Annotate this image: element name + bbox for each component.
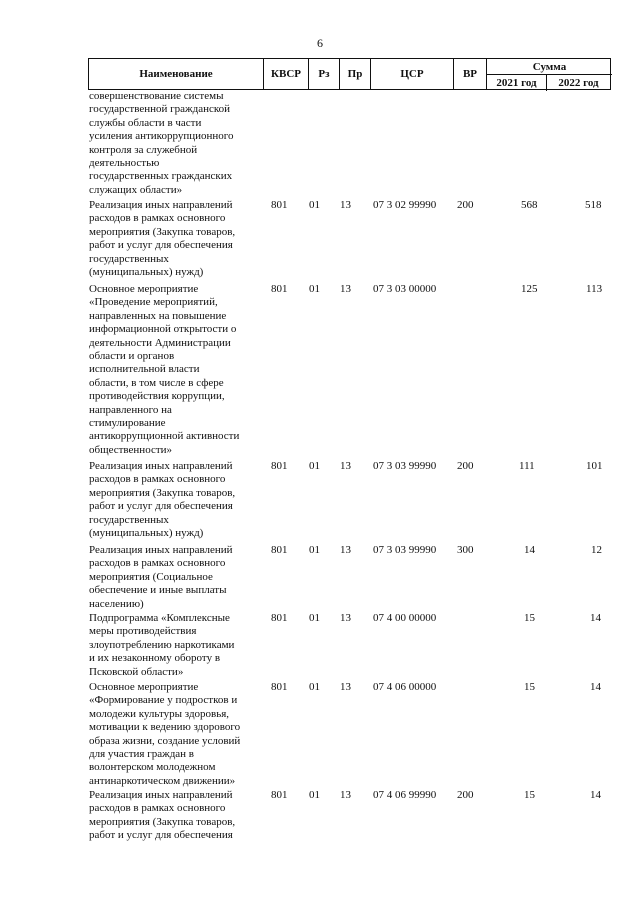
row-kvsr: 801	[271, 544, 288, 556]
row-sum-2022: 113	[586, 283, 603, 295]
header-sum: Сумма	[487, 59, 612, 75]
row-rz: 01	[309, 612, 320, 624]
row-pr: 13	[340, 199, 351, 211]
row-name: Реализация иных направлений расходов в рамках основного мероприятия (Закупка товаров, работ и услуг для обеспечения	[89, 789, 236, 842]
row-sum-2021: 15	[524, 612, 535, 624]
row-csr: 07 3 02 99990	[373, 199, 437, 211]
row-rz: 01	[309, 460, 320, 472]
row-vr: 300	[457, 544, 474, 556]
row-sum-2021: 125	[521, 283, 538, 295]
row-csr: 07 4 06 00000	[373, 681, 437, 693]
row-sum-2021: 15	[524, 789, 535, 801]
row-name: Реализация иных направлений расходов в рамках основного мероприятия (Закупка товаров, работ и услуг для обеспечения государственных (муниципальных) нужд)	[89, 460, 236, 540]
row-pr: 13	[340, 544, 351, 556]
row-sum-2022: 12	[591, 544, 602, 556]
row-sum-2021: 14	[524, 544, 535, 556]
header-pr: Пр	[340, 59, 371, 89]
row-rz: 01	[309, 544, 320, 556]
row-pr: 13	[340, 681, 351, 693]
row-name: совершенствование системы государственной гражданской службы области в части усиления антикоррупционного контроля за служебной деятельностью государственных гражданских служащих области»	[89, 90, 234, 196]
row-sum-2022: 101	[586, 460, 603, 472]
header-rz: Рз	[309, 59, 340, 89]
row-kvsr: 801	[271, 681, 288, 693]
row-kvsr: 801	[271, 789, 288, 801]
row-pr: 13	[340, 283, 351, 295]
header-name: Наименование	[89, 59, 264, 89]
row-vr: 200	[457, 789, 474, 801]
row-sum-2021: 15	[524, 681, 535, 693]
page-number: 6	[317, 36, 323, 50]
header-vr: ВР	[454, 59, 487, 89]
row-rz: 01	[309, 283, 320, 295]
row-sum-2021: 568	[521, 199, 538, 211]
row-sum-2022: 14	[590, 612, 601, 624]
row-csr: 07 3 03 99990	[373, 460, 437, 472]
header-2022: 2022 год	[558, 77, 599, 89]
row-pr: 13	[340, 460, 351, 472]
row-rz: 01	[309, 681, 320, 693]
header-2021: 2021 год	[487, 75, 547, 91]
header-kvsr: КВСР	[264, 59, 309, 89]
row-sum-2022: 518	[585, 199, 602, 211]
row-csr: 07 4 00 00000	[373, 612, 437, 624]
row-rz: 01	[309, 199, 320, 211]
row-vr: 200	[457, 199, 474, 211]
table-header	[88, 58, 611, 90]
row-name: Реализация иных направлений расходов в рамках основного мероприятия (Социальное обеспечение и иные выплаты населению)	[89, 544, 233, 610]
row-pr: 13	[340, 789, 351, 801]
row-pr: 13	[340, 612, 351, 624]
row-csr: 07 3 03 99990	[373, 544, 437, 556]
row-name: Подпрограмма «Комплексные меры противодействия злоупотреблению наркотиками и их незаконному обороту в Псковской области»	[89, 612, 235, 678]
row-name: Реализация иных направлений расходов в рамках основного мероприятия (Закупка товаров, работ и услуг для обеспечения государственных (муниципальных) нужд)	[89, 199, 236, 279]
row-kvsr: 801	[271, 612, 288, 624]
header-csr: ЦСР	[371, 59, 454, 89]
row-csr: 07 3 03 00000	[373, 283, 437, 295]
row-name: Основное мероприятие «Проведение мероприятий, направленных на повышение информационной открытости о деятельности Администрации области и органов исполнительной власти области, в том числе в сфере противодействия коррупции, направленного на стимулирование антикоррупционной активности общественности»	[89, 283, 240, 456]
row-kvsr: 801	[271, 460, 288, 472]
row-rz: 01	[309, 789, 320, 801]
row-name: Основное мероприятие «Формирование у подростков и молодежи культуры здоровья, мотивации к ведению здорового образа жизни, создание условий для участия граждан в волонтерском молодежном антинаркотическом движении»	[89, 681, 241, 787]
row-sum-2022: 14	[590, 681, 601, 693]
row-sum-2021: 111	[519, 460, 535, 472]
row-csr: 07 4 06 99990	[373, 789, 437, 801]
row-sum-2022: 14	[590, 789, 601, 801]
row-kvsr: 801	[271, 283, 288, 295]
row-vr: 200	[457, 460, 474, 472]
row-kvsr: 801	[271, 199, 288, 211]
